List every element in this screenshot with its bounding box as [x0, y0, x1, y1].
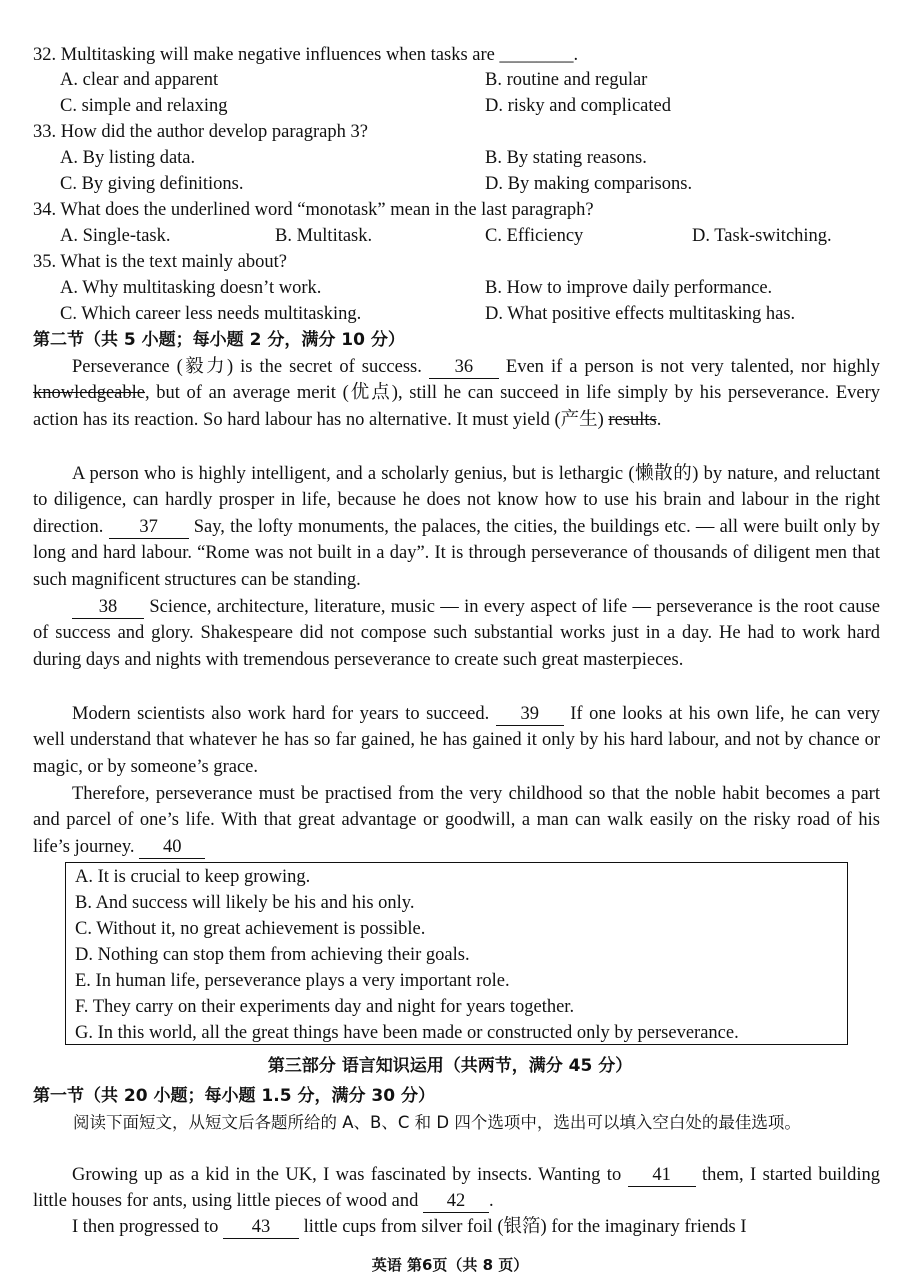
question-34-option-c: C. Efficiency [485, 226, 584, 246]
blank-42: 42 [423, 1190, 489, 1213]
box-option-f: F. They carry on their experiments day and night for years together. [75, 997, 575, 1017]
passage-paragraph-2: A person who is highly intelligent, and a scholarly genius, but is lethargic (懒散的) by nature, and reluctant to diligence, can hardly prosper in life, because he does not know how to use his brain and labour in the right direction. 37 Say, the lofty monuments, the palaces, the cities, the buildings etc. — all were built only by long and hard labour. “Rome was not built in a day”. It is through perseverance of thousands of diligent men that such magnificent structures can be standing. [33, 464, 880, 590]
part-3-title: 第三部分 语言知识运用（共两节，满分 45 分） [267, 1056, 633, 1076]
question-32-option-c: C. simple and relaxing [60, 96, 228, 116]
section-1-instruction: 阅读下面短文，从短文后各题所给的 A、B、C 和 D 四个选项中，选出可以填入空白处的最佳选项。 [73, 1113, 801, 1132]
answer-options-box [65, 862, 848, 1045]
box-option-c: C. Without it, no great achievement is possible. [75, 919, 426, 939]
question-34-option-b: B. Multitask. [275, 226, 373, 246]
passage-paragraph-5: Therefore, perseverance must be practised from the very childhood so that the noble habit becomes a part and parcel of one’s life. With that great advantage or goodwill, a man can walk easily on the risky road of his life’s journey. 40 [33, 784, 880, 857]
question-33-stem: 33. How did the author develop paragraph 3? [33, 122, 368, 142]
blank-39: 39 [496, 703, 564, 726]
blank-38: 38 [72, 596, 144, 619]
box-option-a: A. It is crucial to keep growing. [75, 867, 311, 887]
question-33-option-d: D. By making comparisons. [485, 174, 693, 194]
question-35-stem: 35. What is the text mainly about? [33, 252, 287, 272]
question-33-option-c: C. By giving definitions. [60, 174, 244, 194]
passage-paragraph-4: Modern scientists also work hard for years to succeed. 39 If one looks at his own life, he can very well understand that whatever he has so far gained, he has gained it only by his hard labour, and not by chance or magic, or by someone’s grace. [33, 704, 880, 777]
blank-41: 41 [628, 1164, 696, 1187]
question-34-option-a: A. Single-task. [60, 226, 171, 246]
question-32-option-a: A. clear and apparent [60, 70, 219, 90]
passage-paragraph-1: Perseverance (毅力) is the secret of success. 36 Even if a person is not very talented, nor highly knowledgeable, but of an average merit (优点), still he can succeed in life simply by his perseverance. Every action has its reaction. So hard labour has no alternative. It must yield (产生) results. [33, 357, 880, 430]
blank-37: 37 [109, 516, 189, 539]
section-1-heading: 第一节（共 20 小题；每小题 1.5 分，满分 30 分） [33, 1086, 435, 1106]
question-32-stem: 32. Multitasking will make negative influences when tasks are ________. [33, 45, 579, 65]
question-35-option-b: B. How to improve daily performance. [485, 278, 773, 298]
section-2-heading: 第二节（共 5 小题；每小题 2 分，满分 10 分） [33, 330, 405, 350]
question-34-option-d: D. Task-switching. [692, 226, 832, 246]
blank-36: 36 [429, 356, 499, 379]
question-33-option-a: A. By listing data. [60, 148, 196, 168]
question-32-option-b: B. routine and regular [485, 70, 648, 90]
question-34-stem: 34. What does the underlined word “monotask” mean in the last paragraph? [33, 200, 594, 220]
blank-40: 40 [139, 836, 205, 859]
box-option-b: B. And success will likely be his and his only. [75, 893, 415, 913]
box-option-g: G. In this world, all the great things have been made or constructed only by perseverance. [75, 1023, 739, 1043]
box-option-e: E. In human life, perseverance plays a very important role. [75, 971, 510, 991]
question-33-option-b: B. By stating reasons. [485, 148, 647, 168]
passage2-paragraph-2: I then progressed to 43 little cups from silver foil (银箔) for the imaginary friends I [72, 1217, 747, 1237]
passage-paragraph-3: 38 Science, architecture, literature, music — in every aspect of life — perseverance is the root cause of success and glory. Shakespeare did not compose such substantial works just in a day. He had to work hard during days and nights with tremendous perseverance to create such great masterpieces. [33, 597, 880, 670]
question-32-option-d: D. risky and complicated [485, 96, 671, 116]
box-option-d: D. Nothing can stop them from achieving their goals. [75, 945, 470, 965]
struck-word: results [608, 409, 657, 430]
question-35-option-d: D. What positive effects multitasking has. [485, 304, 796, 324]
passage2-paragraph-1: Growing up as a kid in the UK, I was fascinated by insects. Wanting to 41 them, I started building little houses for ants, using little pieces of wood and 42 . [33, 1165, 880, 1212]
question-35-option-c: C. Which career less needs multitasking. [60, 304, 362, 324]
blank-43: 43 [223, 1216, 299, 1239]
struck-word: knowledgeable [33, 383, 145, 404]
question-35-option-a: A. Why multitasking doesn’t work. [60, 278, 322, 298]
page-footer: 英语 第6页（共 8 页） [371, 1256, 529, 1274]
